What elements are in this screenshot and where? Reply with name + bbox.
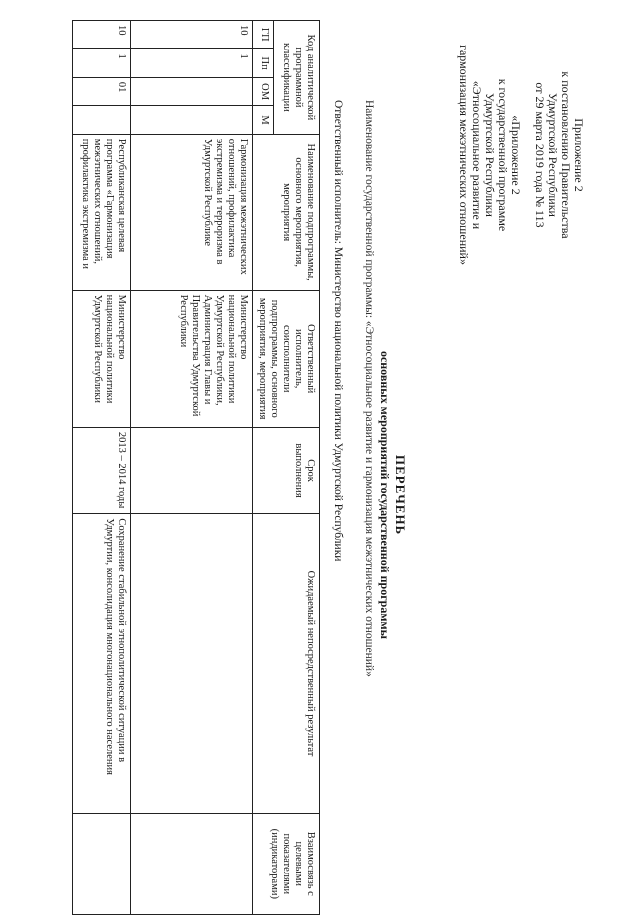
- cell-responsible: Министерство национальной политики Удмуртской Республики, Администрация Главы и Правительства Удмуртской Республики: [131, 290, 253, 427]
- cell-result: Сохранение стабильной этнополитической ситуации в Удмуртии, консолидация многонационального населения: [73, 514, 131, 813]
- table-row: [73, 21, 131, 915]
- cell-om: 01: [73, 77, 131, 105]
- appendix-line: Удмуртской Республики: [546, 93, 560, 217]
- cell-result: [131, 514, 253, 813]
- title-main: ПЕРЕЧЕНЬ: [393, 454, 408, 536]
- appendix-reference: [533, 40, 585, 270]
- cell-term: 2013 – 2014 годы: [73, 427, 131, 514]
- table-row: [131, 21, 253, 915]
- document-title: [377, 260, 408, 730]
- title-subtitle: основных мероприятий государственной программы: [378, 350, 392, 640]
- cell-om: [131, 77, 253, 105]
- header-om: ОМ: [253, 77, 274, 105]
- cell-pp: 1: [73, 49, 131, 77]
- cell-gp: 10: [73, 21, 131, 49]
- header-code: Код аналитической программной классификации: [273, 21, 319, 135]
- cell-gp: 10: [131, 21, 253, 49]
- cell-name: Республиканская целевая программа «Гармонизация межэтнических отношений, профилактика экстремизма и: [73, 134, 131, 290]
- cell-responsible: Министерство национальной политики Удмуртской Республики: [73, 290, 131, 427]
- appendix-line: к постановлению Правительства: [559, 71, 573, 239]
- header-link: Взаимосвязь с целевыми показателями (индикаторами): [253, 813, 320, 914]
- cell-m: [131, 106, 253, 134]
- appendix-line: Приложение 2: [572, 118, 586, 192]
- program-appendix-reference: [457, 0, 522, 310]
- header-term: Срок выполнения: [253, 427, 320, 514]
- table-header-row: [273, 21, 319, 915]
- cell-m: [73, 106, 131, 134]
- header-name: Наименование подпрограммы, основного мероприятия, мероприятия: [253, 134, 320, 290]
- responsible-executor-line: Ответственный исполнитель: Министерство национальной политики Удмуртской Республики: [332, 100, 344, 562]
- appendix-line: «Приложение 2: [509, 115, 523, 195]
- cell-link: [73, 813, 131, 914]
- cell-term: [131, 427, 253, 514]
- activities-table: [72, 20, 320, 915]
- cell-link: [131, 813, 253, 914]
- appendix-line: от 29 марта 2019 года № 113: [533, 82, 547, 228]
- header-gp: ГП: [253, 21, 274, 49]
- appendix-line: к государственной программе: [496, 78, 510, 232]
- appendix-line: «Этносоциальное развитие и: [470, 80, 484, 230]
- cell-pp: 1: [131, 49, 253, 77]
- header-pp: Пп: [253, 49, 274, 77]
- appendix-line: Удмуртской Республики: [483, 93, 497, 217]
- cell-name: Гармонизация межэтнических отношений, профилактика экстремизма и терроризма в Удмуртской Республике: [131, 134, 253, 290]
- appendix-line: гармонизация межэтнических отношений»: [457, 45, 471, 265]
- header-m: М: [253, 106, 274, 134]
- program-name-line: Наименование государственной программы: «Этносоциальное развитие и гармонизация межэтнических отношений»: [363, 100, 375, 677]
- header-result: Ожидаемый непосредственный результат: [253, 514, 320, 813]
- header-responsible: Ответственный исполнитель, соисполнители подпрограммы, основного мероприятия, мероприятия: [253, 290, 320, 427]
